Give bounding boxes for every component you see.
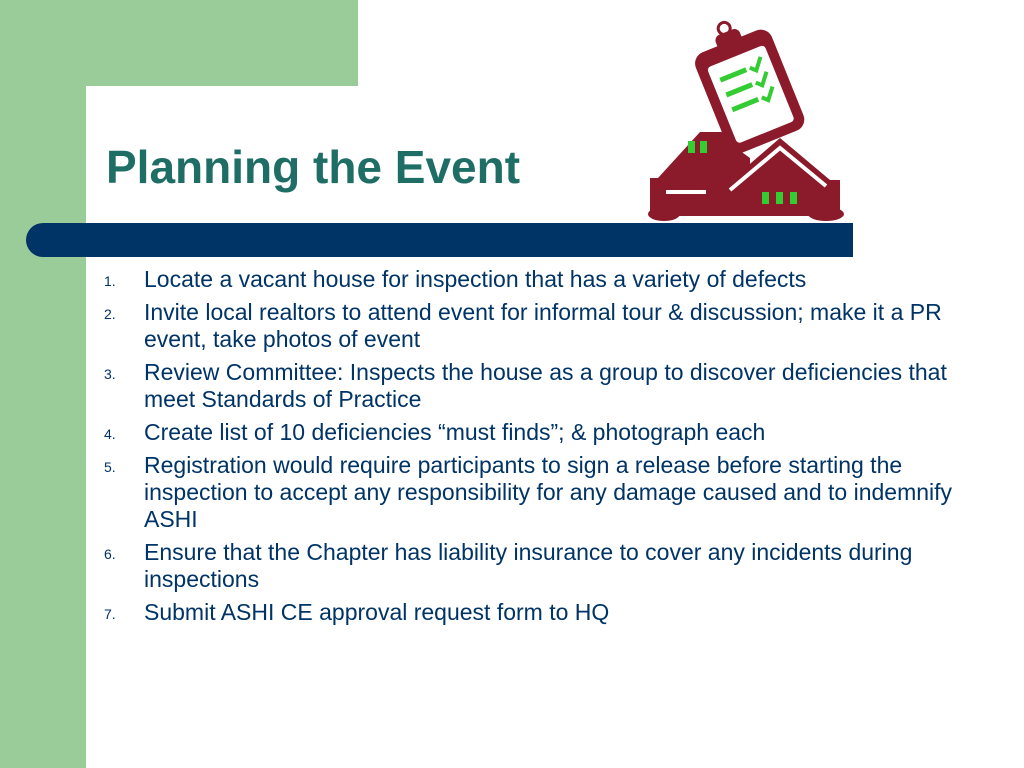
list-item-number: 4.: [104, 426, 116, 442]
slide-title: Planning the Event: [106, 141, 521, 193]
list-item-number: 1.: [104, 273, 116, 289]
list-item-number: 2.: [104, 306, 116, 322]
list-item: [104, 299, 1004, 353]
list-item-number: 7.: [104, 606, 116, 622]
planning-steps-list: [104, 266, 1004, 632]
list-item: [104, 266, 1004, 293]
list-item: [104, 539, 1004, 593]
list-item-number: 5.: [104, 459, 116, 475]
list-item-number: 3.: [104, 366, 116, 382]
list-item-number: 6.: [104, 546, 116, 562]
list-item-text: Locate a vacant house for inspection that has a variety of defects: [144, 266, 807, 292]
title-divider-bar: [26, 223, 853, 257]
list-item-text: Review Committee: Inspects the house as a group to discover deficiencies that meet Standards of Practice: [144, 359, 947, 412]
list-item-text: Registration would require participants to sign a release before starting the inspection to accept any responsibility for any damage caused and to indemnify ASHI: [144, 452, 953, 532]
list-item: [104, 452, 1004, 533]
list-item-text: Submit ASHI CE approval request form to HQ: [144, 599, 610, 625]
list-item-text: Invite local realtors to attend event for informal tour & discussion; make it a PR event, take photos of event: [144, 299, 942, 352]
green-accent-left: [0, 0, 86, 768]
list-item: [104, 419, 1004, 446]
list-item: [104, 599, 1004, 626]
house-inspection-clipboard-icon: [630, 10, 850, 225]
list-item-text: Create list of 10 deficiencies “must finds”; & photograph each: [144, 419, 766, 445]
list-item-text: Ensure that the Chapter has liability insurance to cover any incidents during inspections: [144, 539, 913, 592]
list-item: [104, 359, 1004, 413]
